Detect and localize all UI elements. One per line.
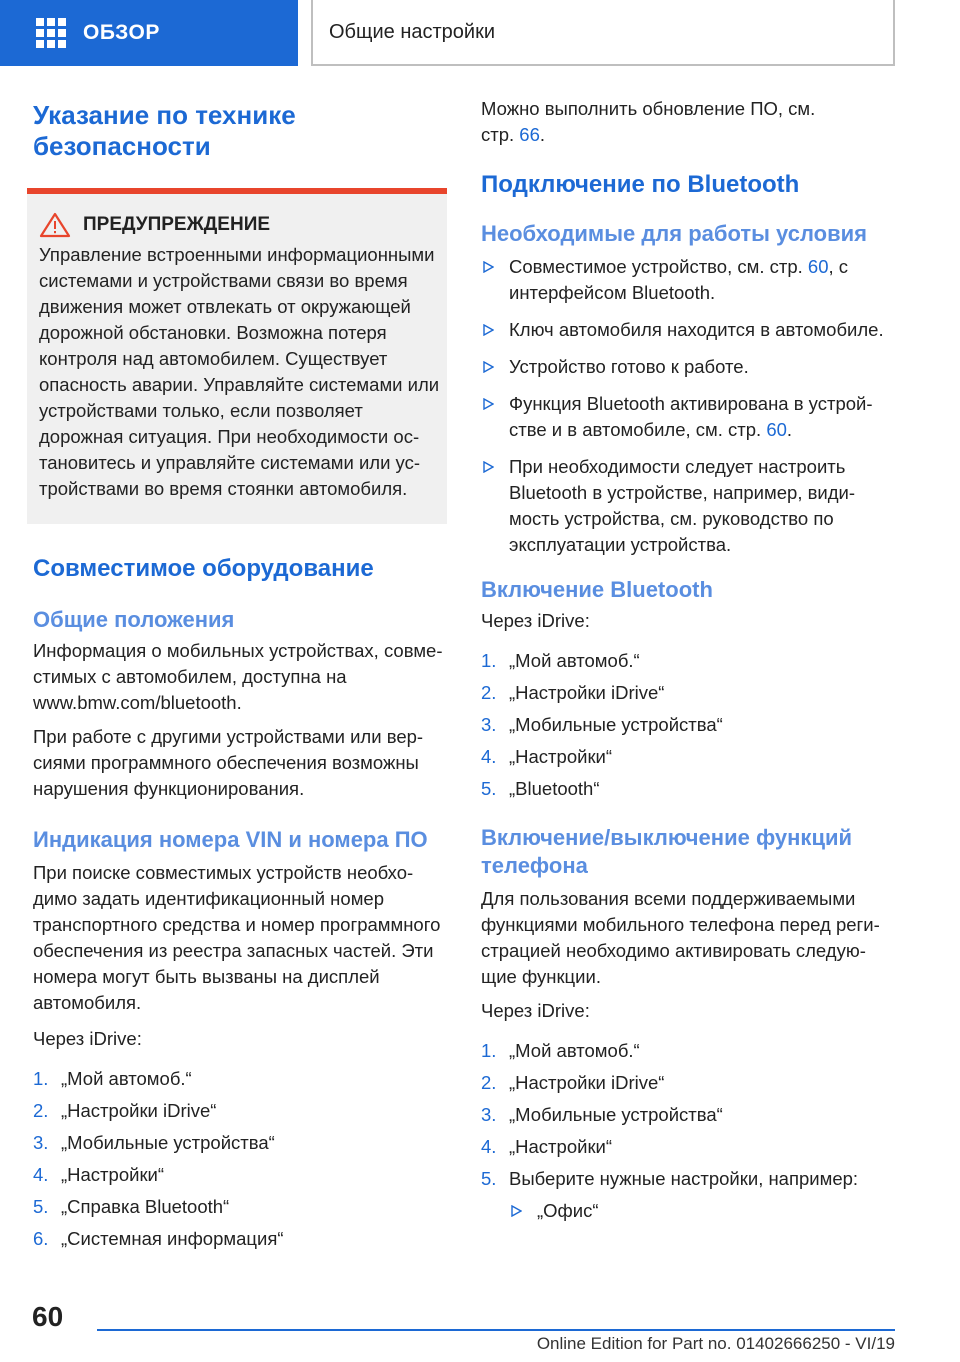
phone-steps-list	[481, 1038, 893, 1192]
bullet-triangle-icon	[509, 1198, 537, 1224]
section-title-box	[311, 0, 895, 66]
bullet-triangle-icon	[481, 391, 509, 443]
general-paragraph-1: Информация о мобильных устройствах, совместимых с автомобилем, доступна на www.bmw.com/bluetooth.	[33, 640, 443, 713]
list-item: 3. „Мобильные устройства“	[481, 714, 723, 735]
enable-bluetooth-heading: Включение Bluetooth	[481, 577, 713, 602]
list-item: 5. „Bluetooth“	[481, 778, 600, 799]
phone-paragraph: Для пользования всеми поддерживаемыми функциями мобильного телефона перед регистрацией необходимо активировать следующие функции.	[481, 888, 880, 987]
compat-heading: Совместимое оборудование	[33, 555, 374, 582]
via-idrive-label: Через iDrive:	[481, 1000, 590, 1021]
list-item: 3. „Мобильные устройства“	[33, 1132, 275, 1153]
list-item: 2. „Настройки iDrive“	[481, 1072, 665, 1093]
list-item: 4. „Настройки“	[481, 746, 613, 767]
bluetooth-heading: Подключение по Bluetooth	[481, 171, 800, 198]
phone-sub-list	[481, 1198, 893, 1224]
list-item: 6. „Системная информация“	[33, 1228, 284, 1249]
update-paragraph: Можно выполнить обновление ПО, см. стр. 66.	[481, 98, 816, 145]
grid-menu-icon	[36, 18, 66, 48]
list-item: Функция Bluetooth активирована в устройстве и в автомобиле, см. стр. 60.	[481, 391, 893, 443]
safety-heading: Указание по технике безопасности	[33, 100, 296, 161]
warning-triangle-icon	[39, 212, 71, 238]
list-item: 2. „Настройки iDrive“	[481, 682, 665, 703]
list-item: Устройство готово к работе.	[481, 354, 893, 380]
list-item: 1. „Мой автомоб.“	[481, 650, 640, 671]
vin-steps-list	[33, 1066, 449, 1252]
bullet-triangle-icon	[481, 454, 509, 558]
list-item: „Офис“	[509, 1198, 893, 1224]
bullet-triangle-icon	[481, 354, 509, 380]
page-link-66[interactable]: 66	[519, 124, 540, 145]
list-item: 1. „Мой автомоб.“	[33, 1068, 192, 1089]
list-item: Ключ автомобиля находится в автомобиле.	[481, 317, 893, 343]
list-item: 1. „Мой автомоб.“	[481, 1040, 640, 1061]
list-item: 5. Выберите нужные настройки, например:	[481, 1168, 859, 1189]
warning-box	[27, 188, 447, 524]
via-idrive-label: Через iDrive:	[33, 1028, 142, 1049]
requirements-list	[481, 254, 893, 558]
warning-title: ПРЕДУПРЕЖДЕНИЕ	[83, 214, 271, 235]
phone-functions-heading: Включение/выключение функций телефона	[481, 825, 853, 878]
page-header	[0, 0, 960, 66]
right-column	[481, 96, 893, 1235]
vin-heading: Индикация номера VIN и номера ПО	[33, 827, 428, 852]
enable-steps-list	[481, 648, 893, 802]
list-item: 5. „Справка Bluetooth“	[33, 1196, 230, 1217]
section-title: Общие настройки	[329, 20, 495, 43]
list-item: При необходимости следует настроить Bluetooth в устройстве, например, видимость устройства, см. руководство по эксплуатации устройства.	[481, 454, 893, 558]
via-idrive-label: Через iDrive:	[481, 610, 590, 631]
warning-text: Управление встроенными информационными системами и устройствами связи во время движения может отвлекать от окружающей дорожной обстановки. Возможна потеря контроля над автомобилем. Существует опасность аварии. Управляйте системами или устройствами только, если позволяет дорожная ситуация. При необходимости остановитесь и управляйте системами или устройствами во время стоянки автомобиля.	[39, 244, 440, 499]
list-item: 2. „Настройки iDrive“	[33, 1100, 217, 1121]
list-item: 4. „Настройки“	[481, 1136, 613, 1157]
vin-paragraph: При поиске совместимых устройств необходимо задать идентификационный номер транспортного средства и номер программного обеспечения из реестра запасных частей. Эти номера могут быть вызваны на дисплей автомобиля.	[33, 862, 441, 1013]
warning-header	[33, 212, 441, 238]
general-heading: Общие положения	[33, 607, 235, 632]
overview-nav-label: ОБЗОР	[83, 21, 160, 44]
page-number: 60	[32, 1301, 64, 1332]
left-column	[33, 100, 449, 1258]
overview-nav-button[interactable]	[0, 0, 298, 66]
bullet-triangle-icon	[481, 254, 509, 306]
general-paragraph-2: При работе с другими устройствами или версиями программного обеспечения возможны нарушения функционирования.	[33, 726, 424, 799]
list-item: 4. „Настройки“	[33, 1164, 165, 1185]
footer-divider	[97, 1329, 895, 1331]
bullet-triangle-icon	[481, 317, 509, 343]
list-item: 3. „Мобильные устройства“	[481, 1104, 723, 1125]
page-link-60[interactable]: 60	[766, 419, 787, 440]
edition-text: Online Edition for Part no. 01402666250 - VI/19	[536, 1334, 895, 1353]
page-link-60[interactable]: 60	[807, 256, 829, 277]
requirements-heading: Необходимые для работы условия	[481, 221, 867, 246]
list-item: Совместимое устройство, см. стр. 60, с интерфейсом Bluetooth.	[481, 254, 893, 306]
